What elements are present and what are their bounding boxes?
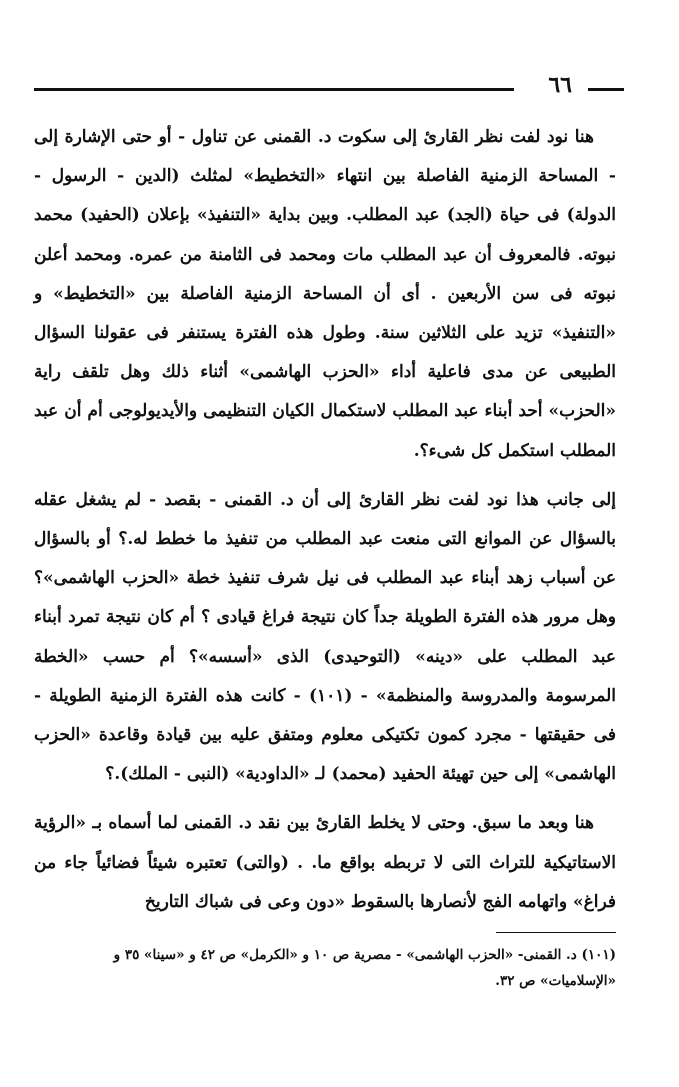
body-text — [34, 118, 616, 932]
paragraph-2-text: إلى جانب هذا نود لفت نظر القارئ إلى أن د. القمنى - بقصد - لم يشغل عقله بالسؤال عن الموانع التى منعت عبد المطلب من تنفيذ ما خطط له.؟ أو بالسؤال عن أسباب زهد أبناء عبد المطلب فى نيل شرف تنفيذ خطة «الحزب الهاشمى»؟ وهل مرور هذه الفترة الطويلة جداً كان نتيجة فراغ قيادى ؟ أم كان نتيجة تمرد أبناء عبد المطلب على «دينه» (التوحيدى) الذى «أسسه»؟ أم حسب «الخطة المرسومة والمدروسة والمنظمة» - (١٠١) - كانت هذه الفترة الزمنية الطويلة - فى حقيقتها - مجرد كمون تكتيكى معلوم ومتفق عليه بين قيادة وقاعدة «الحزب الهاشمى» إلى حين تهيئة الحفيد (محمد) لـ «الداودية» (النبى - الملك).؟ — [34, 489, 616, 785]
page-number: ٦٦ — [548, 72, 572, 98]
page-header — [34, 70, 624, 100]
footnote-separator — [496, 932, 616, 933]
header-rule-short — [588, 88, 624, 91]
footnote-text: (١٠١) د. القمنى- «الحزب الهاشمى» - مصرية ص ١٠ و «الكرمل» ص ٤٢ و «سينا» ٣٥ و «الإسلاميات» ص ٣٢. — [113, 947, 616, 989]
header-rule — [34, 88, 514, 91]
paragraph-3 — [34, 804, 616, 922]
footnote — [34, 942, 616, 994]
paragraph-1 — [34, 118, 616, 471]
paragraph-1-text: هنا نود لفت نظر القارئ إلى سكوت د. القمنى عن تناول - أو حتى الإشارة إلى - المساحة الزمنية الفاصلة بين انتهاء «التخطيط» لمثلث (الدين - الرسول - الدولة) فى حياة (الجد) عبد المطلب. وبين بداية «التنفيذ» بإعلان (الحفيد) محمد نبوته. فالمعروف أن عبد المطلب مات ومحمد فى الثامنة من عمره. ومحمد أعلن نبوته فى سن الأربعين . أى أن المساحة الزمنية الفاصلة بين «التخطيط» و «التنفيذ» تزيد على الثلاثين سنة. وطول هذه الفترة يستنفر فى عقولنا السؤال الطبيعى عن مدى فاعلية أداء «الحزب الهاشمى» أثناء ذلك وهل تلقف راية «الحزب» أحد أبناء عبد المطلب لاستكمال الكيان التنظيمى والأيديولوجى أم أن عبد المطلب استكمل كل شىء؟. — [34, 127, 616, 461]
paragraph-2 — [34, 481, 616, 795]
paragraph-3-text: هنا وبعد ما سبق. وحتى لا يخلط القارئ بين نقد د. القمنى لما أسماه بـ «الرؤية الاستاتيكية للتراث التى لا تربطه بواقع ما. . (والتى) تعتبره شيئاً فضائياً جاء من فراغ» واتهامه الفج لأنصارها بالسقوط «دون وعى فى شباك التاريخ — [34, 813, 616, 912]
